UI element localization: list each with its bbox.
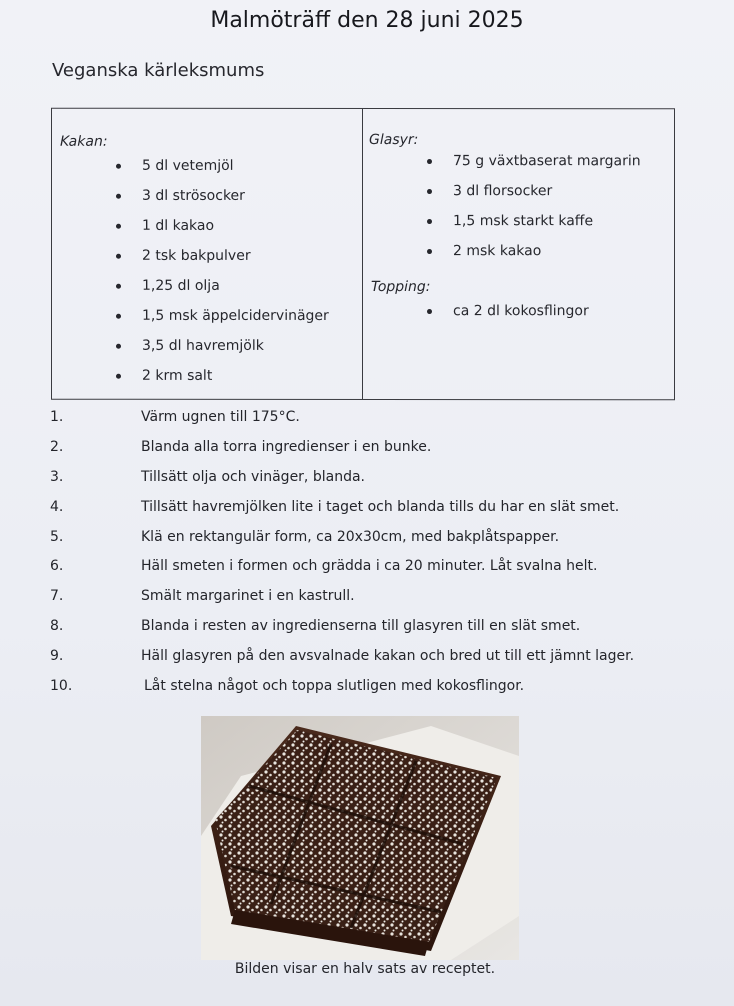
step-item bbox=[50, 647, 690, 677]
ingredient-item: 75 g växtbaserat margarin bbox=[427, 152, 641, 182]
ingredient-item: 2 msk kakao bbox=[427, 242, 641, 272]
ingredient-item: 2 krm salt bbox=[116, 367, 329, 397]
step-text: Smält margarinet i en kastrull. bbox=[141, 588, 355, 605]
ingredient-item: 1,5 msk starkt kaffe bbox=[427, 212, 641, 242]
ingredient-item: 1,5 msk äppelcidervinäger bbox=[116, 307, 329, 337]
ingredient-item: 1,25 dl olja bbox=[116, 277, 329, 307]
step-item bbox=[50, 468, 690, 498]
ingredient-item: ca 2 dl kokosflingor bbox=[427, 302, 589, 332]
instruction-steps bbox=[50, 408, 690, 707]
step-number: 6. bbox=[50, 558, 64, 575]
step-item bbox=[50, 557, 690, 587]
recipe-title: Veganska kärleksmums bbox=[52, 60, 265, 81]
ingredient-item: 3,5 dl havremjölk bbox=[116, 337, 329, 367]
cake-heading: Kakan: bbox=[60, 133, 108, 150]
ingredient-item: 3 dl florsocker bbox=[427, 182, 641, 212]
recipe-photo bbox=[201, 716, 519, 960]
glaze-column bbox=[363, 109, 674, 399]
step-number: 2. bbox=[50, 438, 64, 455]
step-item bbox=[50, 498, 690, 528]
cake-column bbox=[52, 109, 363, 399]
step-number: 5. bbox=[50, 528, 64, 545]
step-item bbox=[50, 438, 690, 468]
step-text: Häll smeten i formen och grädda i ca 20 minuter. Låt svalna helt. bbox=[141, 558, 598, 575]
step-text: Klä en rektangulär form, ca 20x30cm, med bakplåtspapper. bbox=[141, 528, 560, 545]
step-text: Tillsätt olja och vinäger, blanda. bbox=[141, 468, 365, 485]
cake-photo-illustration bbox=[201, 716, 519, 960]
glaze-heading: Glasyr: bbox=[369, 132, 419, 149]
topping-ingredient-list bbox=[427, 302, 589, 332]
step-item bbox=[50, 408, 690, 438]
photo-caption: Bilden visar en halv sats av receptet. bbox=[234, 961, 496, 977]
step-number: 4. bbox=[50, 498, 64, 515]
ingredient-item: 3 dl strösocker bbox=[116, 187, 329, 217]
step-number: 8. bbox=[50, 618, 64, 635]
step-number: 9. bbox=[50, 648, 64, 665]
ingredient-item: 2 tsk bakpulver bbox=[116, 247, 329, 277]
step-text: Blanda i resten av ingredienserna till glasyren till en slät smet. bbox=[141, 618, 581, 635]
ingredients-table bbox=[51, 108, 675, 401]
cake-ingredient-list bbox=[116, 157, 329, 397]
step-number: 7. bbox=[50, 588, 64, 605]
step-item bbox=[50, 528, 690, 558]
step-number: 1. bbox=[50, 409, 64, 425]
step-text: Värm ugnen till 175°C. bbox=[141, 409, 300, 425]
step-text: Blanda alla torra ingredienser i en bunke. bbox=[141, 438, 432, 455]
step-text: Tillsätt havremjölken lite i taget och blanda tills du har en slät smet. bbox=[141, 498, 620, 515]
step-number: 3. bbox=[50, 468, 64, 485]
step-item bbox=[50, 677, 690, 707]
step-item bbox=[50, 587, 690, 617]
step-text: Häll glasyren på den avsvalnade kakan och bred ut till ett jämnt lager. bbox=[141, 648, 635, 665]
glaze-ingredient-list bbox=[427, 152, 641, 272]
page-title: Malmöträff den 28 juni 2025 bbox=[210, 8, 524, 33]
step-item bbox=[50, 617, 690, 647]
step-number: 10. bbox=[50, 678, 73, 695]
topping-heading: Topping: bbox=[371, 279, 431, 296]
ingredient-item: 1 dl kakao bbox=[116, 217, 329, 247]
ingredient-item: 5 dl vetemjöl bbox=[116, 157, 329, 187]
step-text: Låt stelna något och toppa slutligen med kokosflingor. bbox=[144, 678, 525, 695]
